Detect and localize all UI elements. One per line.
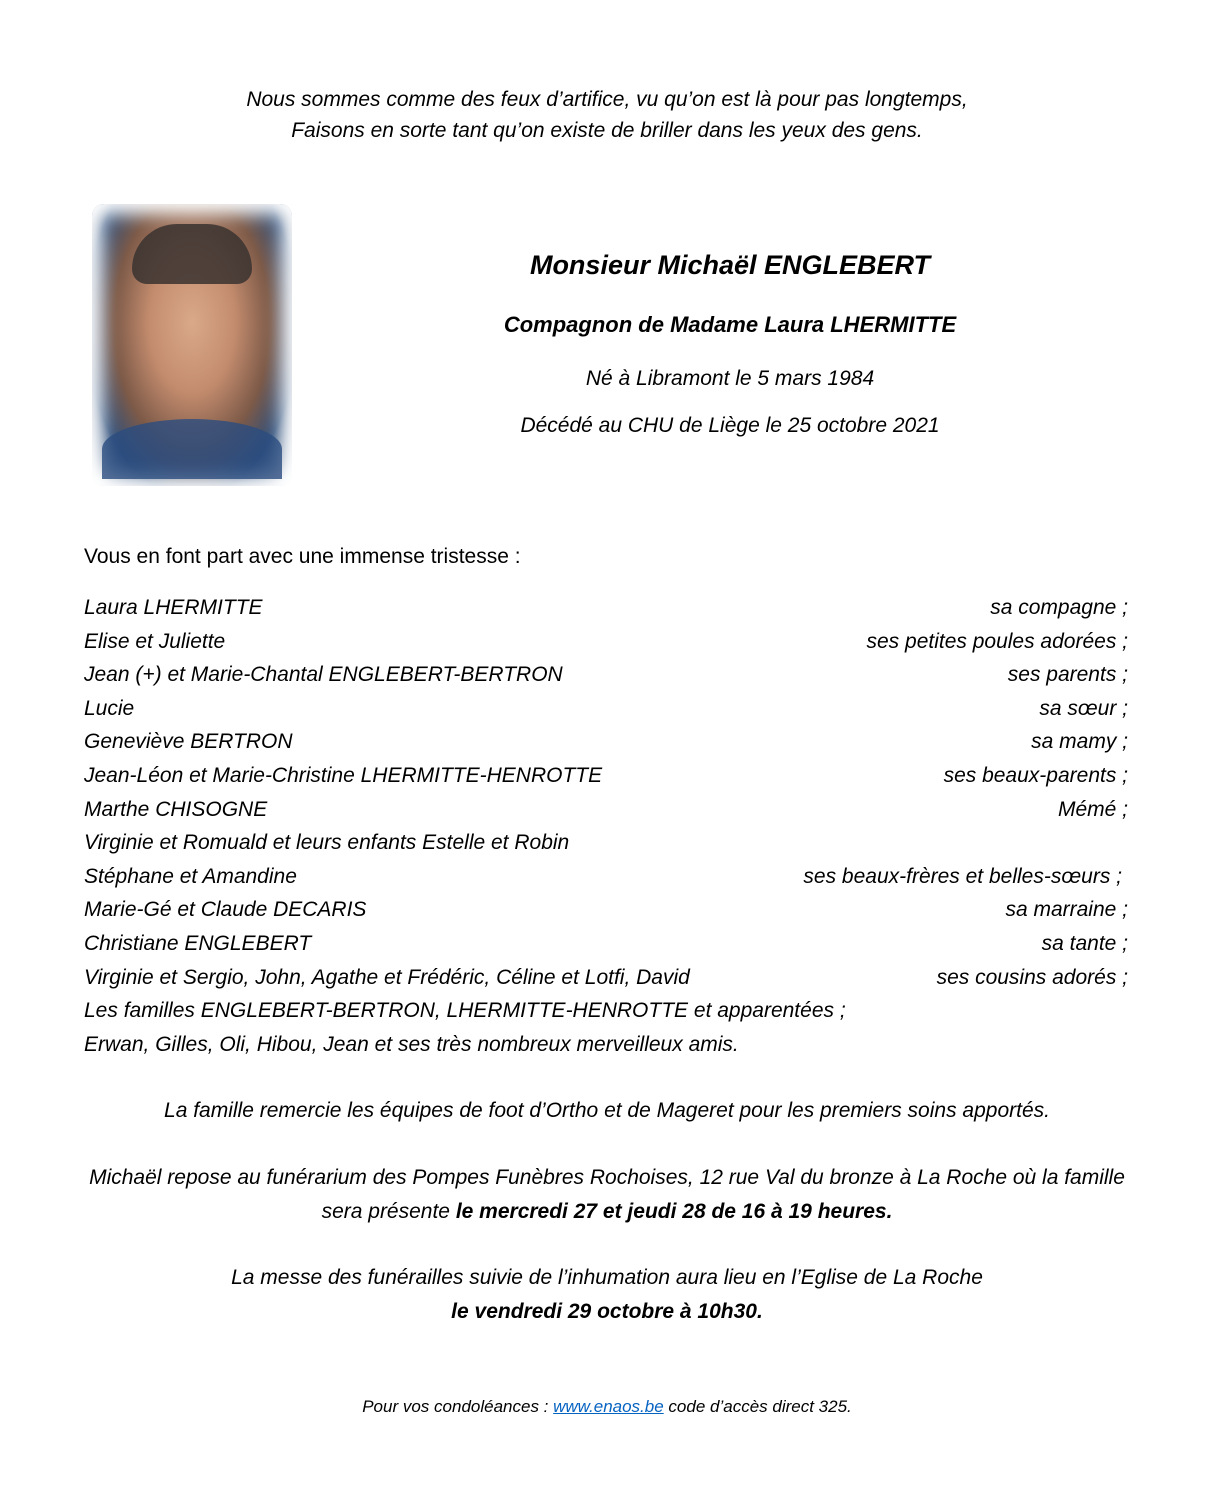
mass-date: le vendredi 29 octobre à 10h30. [451,1300,763,1323]
family-relation: ses beaux-parents ; [943,763,1128,787]
family-relation: sa tante ; [1041,931,1128,955]
family-relation: sa mamy ; [1031,730,1128,754]
family-relation: Mémé ; [1057,797,1128,821]
family-row [84,725,1128,759]
family-row [84,927,1128,961]
condolences-link[interactable]: www.enaos.be [553,1397,664,1416]
family-relation: ses beaux-frères et belles-sœurs ; [803,864,1122,888]
epigraph-quote [0,84,1214,146]
family-member-name: Virginie et Romuald et leurs enfants Estelle et Robin [84,831,570,855]
family-relation: ses parents ; [1007,663,1128,687]
intro-text: Vous en font part avec une immense tristesse : [84,545,521,568]
family-relation: sa compagne ; [990,596,1128,619]
death-line: Décédé au CHU de Liège le 25 octobre 2021 [520,414,940,437]
family-member-name: Jean (+) et Marie-Chantal ENGLEBERT-BERTRON [84,663,563,687]
thanks-text: La famille remercie les équipes de foot d’Ortho et de Mageret pour les premiers soins apportés. [164,1099,1050,1122]
family-row [84,692,1128,726]
family-member-name: Erwan, Gilles, Oli, Hibou, Jean et ses très nombreux merveilleux amis. [84,1032,739,1056]
family-row [84,625,1128,659]
repose-text [80,1161,1134,1229]
footer: Pour vos condoléances : www.enaos.be code d’accès direct 325. [362,1397,852,1416]
family-member-name: Marie-Gé et Claude DECARIS [84,898,367,922]
family-member-name: Elise et Juliette [84,629,226,653]
repose-plain: Michaël repose au funérarium des Pompes Funèbres Rochoises, 12 rue Val du bronze à La Roche où la famille sera présente [89,1166,1125,1223]
family-row [84,860,1128,894]
companion-line: Compagnon de Madame Laura LHERMITTE [503,312,957,337]
family-member-name: Marthe CHISOGNE [84,797,268,821]
family-row [84,893,1128,927]
mass-line-1: La messe des funérailles suivie de l’inhumation aura lieu en l’Eglise de La Roche [231,1266,983,1289]
birth-line: Né à Libramont le 5 mars 1984 [585,367,875,390]
family-relation: ses cousins adorés ; [936,965,1128,989]
family-relation: sa sœur ; [1039,696,1128,720]
family-row [84,591,1128,625]
family-row [84,759,1128,793]
family-relation: sa marraine ; [1005,898,1128,922]
quote-line-1: Nous sommes comme des feux d’artifice, vu qu’on est là pour pas longtemps, [246,88,968,111]
family-row [84,826,1128,860]
family-member-name: Virginie et Sergio, John, Agathe et Frédéric, Céline et Lotfi, David [84,965,690,989]
family-row [84,961,1128,995]
portrait-photo [92,204,292,486]
family-member-name: Christiane ENGLEBERT [84,931,312,955]
mass-text [0,1261,1214,1329]
family-list [84,591,1128,1061]
visit-times: le mercredi 27 et jeudi 28 de 16 à 19 heures. [455,1200,893,1223]
family-relation: ses petites poules adorées ; [866,629,1128,653]
family-row [84,1028,1128,1062]
family-row [84,793,1128,827]
family-member-name: Jean-Léon et Marie-Christine LHERMITTE-HENROTTE [84,763,603,787]
family-member-name: Geneviève BERTRON [84,730,293,754]
family-member-name: Stéphane et Amandine [84,864,297,888]
family-row [84,658,1128,692]
quote-line-2: Faisons en sorte tant qu’on existe de briller dans les yeux des gens. [291,119,923,142]
family-member-name: Les familles ENGLEBERT-BERTRON, LHERMITTE-HENROTTE et apparentées ; [84,999,846,1023]
family-member-name: Laura LHERMITTE [84,596,263,619]
deceased-name: Monsieur Michaël ENGLEBERT [529,250,931,280]
family-row [84,994,1128,1028]
family-member-name: Lucie [84,696,135,720]
